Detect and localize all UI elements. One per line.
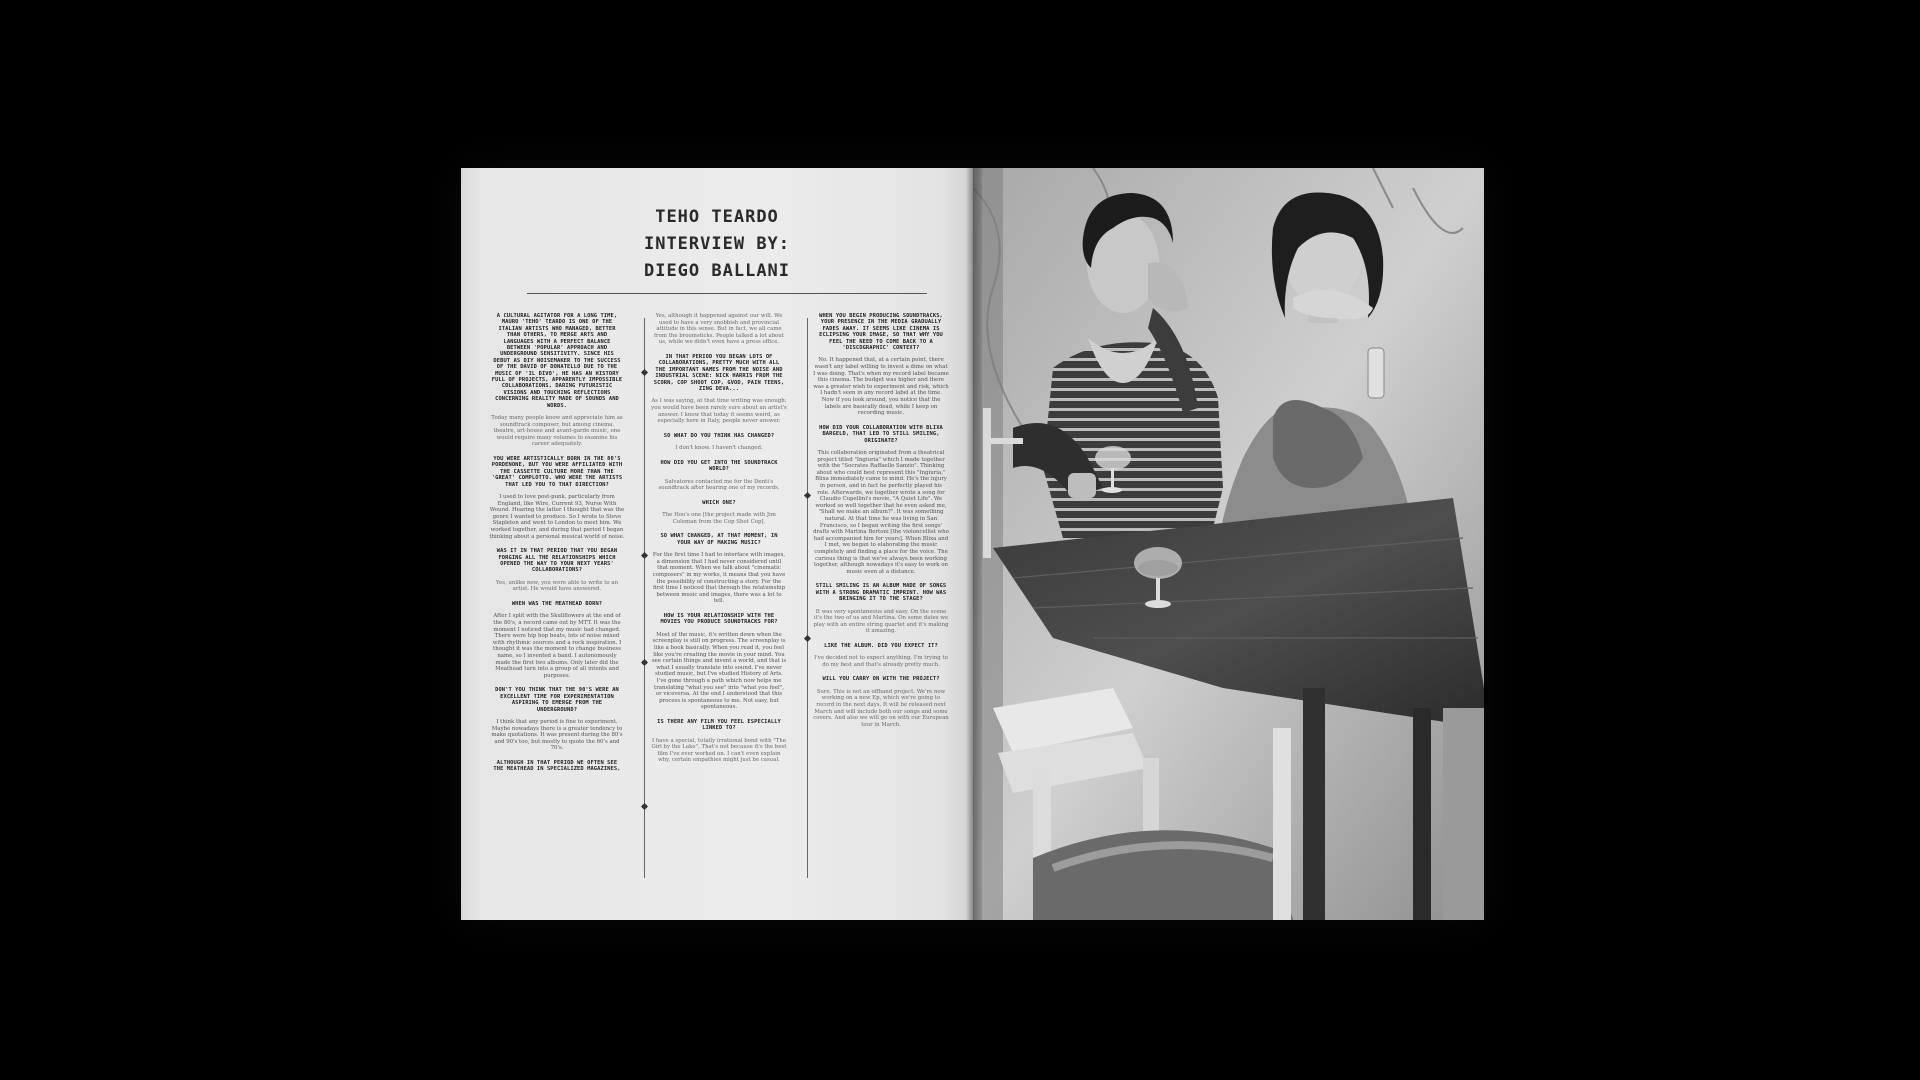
interview-question: WILL YOU CARRY ON WITH THE PROJECT? — [822, 676, 940, 683]
text-column-2 — [651, 313, 787, 770]
divider-diamond — [804, 635, 811, 642]
interview-question: IN THAT PERIOD YOU BEGAN LOTS OF COLLABORATIONS, PRETTY MUCH WITH ALL THE IMPORTANT NAMES FROM THE NOISE AND INDUSTRIAL SCENE: NICK HARRIS FROM THE SCORN, COP SHOOT COP, GVOD, PAIN TEENS, ZING DEVA... — [653, 353, 785, 392]
interview-question: YOU WERE ARTISTICALLY BORN IN THE 80'S PORDENONE, BUT YOU WERE AFFILIATED WITH THE CASSETTE CULTURE MORE THAN THE 'GREAT' COMPLOTTO. WHO WERE THE ARTISTS THAT LED YOU TO THAT DIRECTION? — [491, 456, 623, 488]
article-title — [461, 204, 973, 285]
text-column-3 — [813, 313, 949, 734]
right-page — [973, 168, 1484, 920]
divider-diamond — [804, 492, 811, 499]
divider-diamond — [641, 552, 648, 559]
body-paragraph: I don't know. I haven't changed. — [675, 445, 763, 452]
body-paragraph: This collaboration originated from a theatrical project titled "Ingiuria" which I made together with the "Socrates Raffaello Sanzio". Thinking about who could best represent this "Ingiuria," Blixa immediately came to mind. He's the injury in person, and in fact he perfectly played his role. Afterwards, we together wrote a song for Claudio Cupellini's movie, "A Quiet Life". We worked so well together that he even asked me, "Shall we make an album?". It was something natural. At that time he was living in San Francisco, so I began writing the first songs' drafts with Martina Bertoni [the violoncellist who had accompanied him for years]. When Blixa and I met, we began to elaborating the music completely and finding a place for the voice. The curious thing is that we've always been working together, although nowadays it's easy to work on music even at a distance. — [813, 450, 949, 575]
body-paragraph: Today many people know and appreciate him as soundtrack composer, but among cinema, theatre, art-house and avant-garde music, one would require many volumes to examine his career adequately. — [491, 415, 623, 448]
interview-question: WHICH ONE? — [702, 499, 736, 506]
interview-question: IS THERE ANY FILM YOU FEEL ESPECIALLY LINKED TO? — [657, 718, 781, 732]
title-line-2: INTERVIEW BY: — [643, 234, 791, 254]
body-paragraph: As I was saying, at that time writing was enough; you would have been rarely sure about an artist's answer. I know that today it seems weird, as especially here in Italy, people never answer. — [651, 398, 787, 425]
title-rule — [527, 293, 927, 294]
interview-question: SO WHAT DO YOU THINK HAS CHANGED? — [663, 432, 775, 439]
body-paragraph: I used to love post-punk, particularly from England, like Wire, Current 93, Nurse With Wound. Hearing the latter I thought that was the genre I wanted to produce. So I wrote to Steve Stapleton and went to London to meet him. We worked together, and during that period I began thinking about a personal musical world of noise. — [489, 494, 625, 540]
divider-diamond — [641, 659, 648, 666]
body-paragraph: Most of the music, it's written down when the screenplay is still on progress. The screenplay is like a book basically. When you read it, you feel like you're creating the movie in your mind. You see certain things and invent a world, and that is what I usually translate into sound. I've never studied music, but I've studied History of Arts. I've gone through a path which now helps me translating "what you see" into "what you feel", or viceversa. At the end I understood that this process is spontaneous to me. Not easy, but spontaneous. — [651, 631, 787, 711]
divider-diamond — [641, 803, 648, 810]
column-divider-1 — [644, 318, 645, 878]
interview-question: WHEN YOU BEGIN PRODUCING SOUNDTRACKS, YOUR PRESENCE IN THE MEDIA GRADUALLY FADES AWAY. IT SEEMS LIKE CINEMA IS ECLIPSING YOUR IMAGE, SO THAT WHY YOU FEEL THE NEED TO COME BACK TO A 'DISCOGRAPHIC' CONTEXT? — [819, 313, 943, 352]
left-page — [461, 168, 973, 920]
interview-question: HOW DID YOU GET INTO THE SOUNDTRACK WORLD? — [660, 459, 778, 473]
open-magazine-spread — [461, 168, 1484, 920]
column-divider-2 — [807, 318, 808, 878]
body-paragraph: I have a special, totally irrational bond with "The Girl by the Lake". That's not because it's the best film I've ever worked on. I can't even explain why, certain empathies might just be casual. — [651, 737, 787, 764]
body-paragraph: I've decided not to expect anything. I'm trying to do my best and that's already pretty much. — [814, 655, 948, 668]
interview-question: HOW IS YOUR RELATIONSHIP WITH THE MOVIES YOU PRODUCE SOUNDTRACKS FOR? — [660, 612, 778, 626]
title-line-3: DIEGO BALLANI — [643, 261, 791, 281]
page-gutter — [966, 168, 982, 920]
body-paragraph: Salvatores contacted me for the Denti's soundtrack after hearing one of my records. — [658, 478, 780, 492]
interview-photo — [973, 168, 1484, 920]
interview-question: DON'T YOU THINK THAT THE 90'S WERE AN EXCELLENT TIME FOR EXPERIMENTATION ASPIRING TO EMERGE FROM THE UNDERGROUND? — [495, 687, 619, 713]
interview-question: HOW DID YOUR COLLABORATION WITH BLIXA BARGELD, THAT LED TO STILL SMILING, ORIGINATE? — [819, 424, 943, 444]
intro-paragraph: A CULTURAL AGITATOR FOR A LONG TIME, MAURO 'TEHO' TEARDO IS ONE OF THE ITALIAN ARTISTS WHO MANAGED, BETTER THAN OTHERS, TO MERGE ARTS AND LANGUAGES WITH A PERFECT BALANCE BETWEEN 'POPULAR' APPROACH AND UNDERGROUND SENSITIVITY. SINCE HIS DEBUT AS DIY NOISEMAKER TO THE SUCCESS OF THE DAVID OF DONATELLO DUE TO THE MUSIC OF 'IL DIVO', HE HAS AN HISTORY FULL OF PROJECTS, APPARENTLY IMPOSSIBLE COLLABORATIONS, DARING FUTURISTIC VISIONS AND TOUCHING REFLECTIONS CONCERNING REALITY MADE OF SOUNDS AND WORDS. — [491, 313, 623, 409]
body-paragraph: No. It happened that, at a certain point, there wasn't any label willing to invest a dime on what I was doing. That's when my record label became this cinema. The budget was higher and there was a greater wish to experiment and risk, which I hadn't seen in any record label at the time. Now if you look around, you notice that the labels are basically dead, while I keep on recording music. — [813, 357, 949, 417]
interview-question: ALTHOUGH IN THAT PERIOD WE OFTEN SEE THE MEATHEAD IN SPECIALIZED MAGAZINES, — [493, 760, 621, 773]
divider-diamond — [641, 369, 648, 376]
interview-question: LIKE THE ALBUM. DID YOU EXPECT IT? — [824, 642, 938, 649]
interview-question: WHEN WAS THE MEATHEAD BORN? — [511, 601, 603, 608]
body-paragraph: Yes, although it happened against our will. We used to have a very snobbish and provincial attitude in this sense. But in fact, we all came from the broomsticks. People talked a lot about us, while we didn't even have a press office. — [654, 313, 784, 346]
body-paragraph: I think that any period is fine to experiment. Maybe nowadays there is a greater tendency to make quotations. It was present during the 80's and 90's too, but mostly to quote the 60's and 70's. — [491, 719, 623, 752]
interview-question: STILL SMILING IS AN ALBUM MADE OF SONGS WITH A STRONG DRAMATIC IMPRINT. HOW WAS BRINGING IT TO THE STAGE? — [815, 583, 947, 603]
body-paragraph: For the first time I had to interface with images, a dimension that I had never considered until that moment. When we talk about "cinematic composers" in my works, it means that you have the possibility of constructing a story. For the first time I noticed that through the relationship between music and images, there was a lot to tell. — [652, 552, 786, 605]
text-column-1 — [489, 313, 625, 779]
body-paragraph: The Hoo's one [the project made with Jim Coleman from the Cop Shot Cop]. — [662, 512, 776, 525]
interview-question: WAS IT IN THAT PERIOD THAT YOU BEGAN FORGING ALL THE RELATIONSHIPS WHICH OPENED THE WAY TO YOUR NEXT YEARS' COLLABORATIONS? — [496, 548, 618, 574]
body-paragraph: After I split with the Skullflowers at the end of the 80's, a record came out by MTT. It was the moment I noticed that my music had changed. There were hip hop beats, lots of noise mixed with rhythmic sources and a rock inspiration. I thought it was the moment to change business name, so I invented a band. I autonomously made the first two albums. Only later did the Meathead turn into a group of all intents and purposes. — [492, 613, 622, 679]
body-paragraph: Sure. This is not an offhand project. We're now working on a new Ep, which we're going to record in the next days. It will be released next March and will include both our songs and some covers. And also we will go on with our European tour in March. — [813, 688, 949, 728]
body-paragraph: It was very spontaneous and easy. On the scene it's the two of us and Martina. On some dates we play with an entire string quartet and it's making it amazing. — [813, 608, 949, 635]
title-line-1: TEHO TEARDO — [655, 207, 779, 227]
interview-question: SO WHAT CHANGED, AT THAT MOMENT, IN YOUR WAY OF MAKING MUSIC? — [660, 533, 778, 546]
body-paragraph: Yes, unlike now, you were able to write to an artist. He would have answered. — [495, 579, 619, 593]
